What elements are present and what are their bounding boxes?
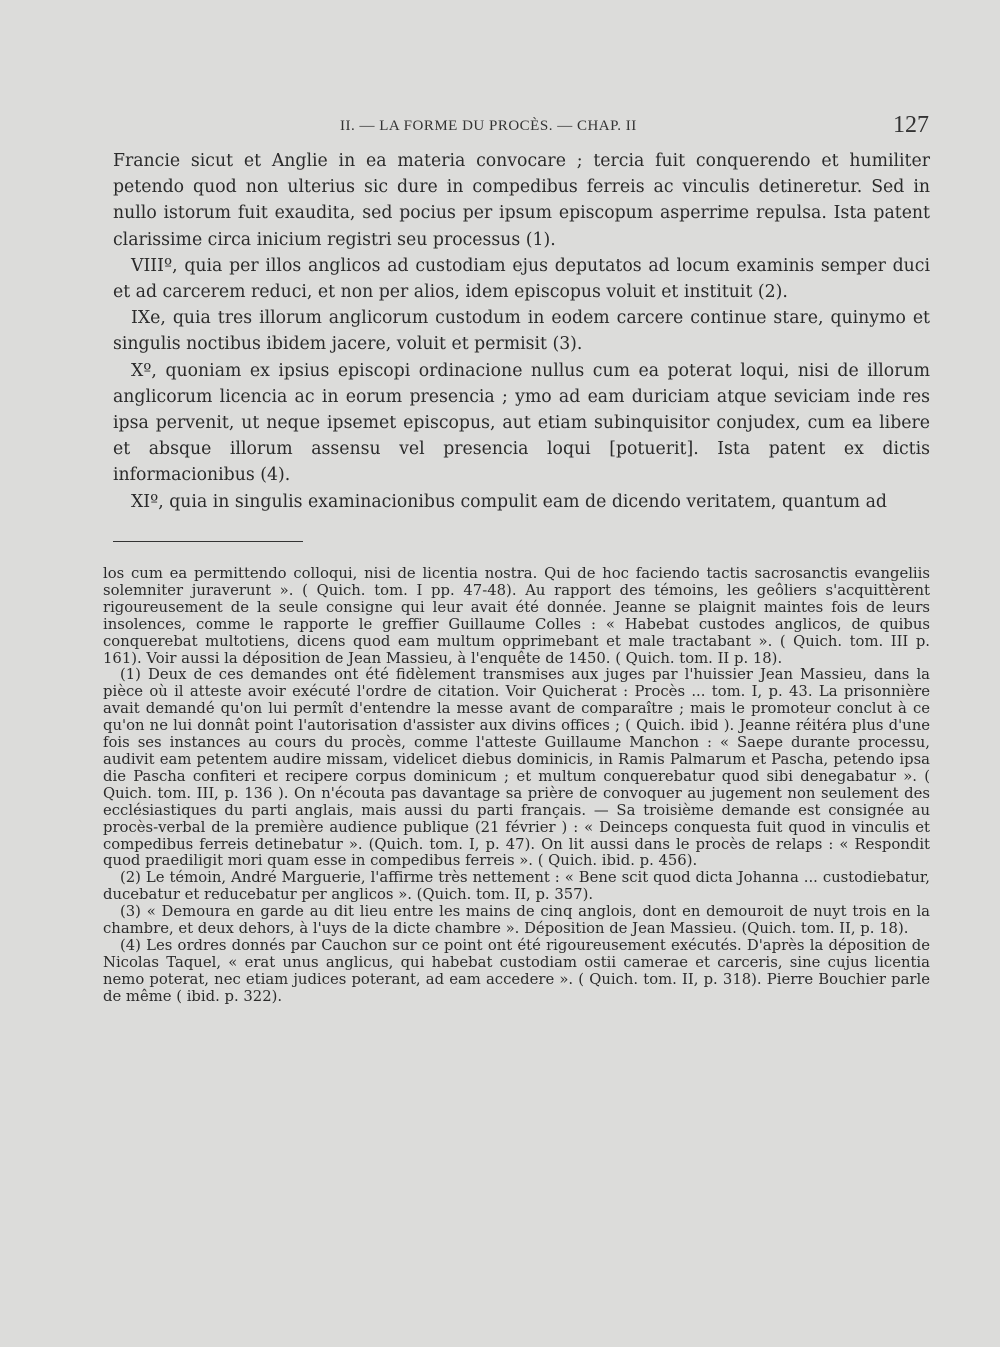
main-paragraph: XIº, quia in singulis examinacionibus compulit eam de dicendo veritatem, quantum ad [131,491,887,512]
page-number: 127 [893,112,929,138]
footnote-paragraph: (2) Le témoin, André Marguerie, l'affirme très nettement : « Bene scit quod dicta Johanna ... custodiebatur, ducebatur et reducebatur per anglicos ». (Quich. tom. II, p. 357). [103,869,930,904]
main-paragraph: VIIIº, quia per illos anglicos ad custodiam ejus deputatos ad locum examinis semper duci et ad carcerem reduci, et non per alios, idem episcopus voluit et instituit (2). [113,255,930,303]
running-head: II. — LA FORME DU PROCÈS. — CHAP. II [340,118,637,134]
footnote-paragraph: (3) « Demoura en garde au dit lieu entre les mains de cinq anglois, dont en demouroit de nuyt trois en la chambre, et deux dehors, à l'uys de la dicte chambre ». Déposition de Jean Massieu. (Quich. tom. II, p. 18). [103,903,930,938]
footnote-paragraph: (4) Les ordres donnés par Cauchon sur ce point ont été rigoureusement exécutés. D'après la déposition de Nicolas Taquel, « erat unus anglicus, qui habebat custodiam ostii camerae et carceris, sine cujus licentia nemo poterat, nec etiam judices poterant, ad eam accedere ». ( Quich. tom. II, p. 318). Pierre Bouchier parle de même ( ibid. p. 322). [103,936,930,1005]
footnote-separator [113,541,303,542]
footnotes [103,566,930,1006]
main-paragraph: Xº, quoniam ex ipsius episcopi ordinacione nullus cum ea poterat loqui, nisi de illorum anglicorum licencia ac in eorum presencia ; ymo ad eam duriciam atque seviciam inde res ipsa pervenit, ut neque ipsemet episcopus, aut etiam subinquisitor conjudex, cum ea libere et absque illorum assensu vel presencia loqui [potuerit]. Ista patent ex dictis informacionibus (4). [113,360,930,486]
footnote-paragraph: los cum ea permittendo colloqui, nisi de licentia nostra. Qui de hoc faciendo tactis sacrosanctis evangeliis solemniter juraverunt ». ( Quich. tom. I pp. 47-48). Au rapport des témoins, les geôliers s'acquittèrent rigoureusement de la seule consigne qui leur avait été donnée. Jeanne se plaignit maintes fois de leurs insolences, comme le rapporte le greffier Guillaume Colles : « Habebat custodes anglicos, de quibus conquerebat multotiens, dicens quod eam multum opprimebant et male tractabant ». ( Quich. tom. III p. 161). Voir aussi la déposition de Jean Massieu, à l'enquête de 1450. ( Quich. tom. II p. 18). [103,565,930,667]
main-paragraph: IXe, quia tres illorum anglicorum custodum in eodem carcere continue stare, quinymo et singulis noctibus ibidem jacere, voluit et permisit (3). [113,308,930,355]
footnote-paragraph: (1) Deux de ces demandes ont été fidèlement transmises aux juges par l'huissier Jean Massieu, dans la pièce où il atteste avoir exécuté l'ordre de citation. Voir Quicherat : Procès ... tom. I, p. 43. La prisonnière avait demandé qu'on lui permît d'entendre la messe avant de comparaître ; mais le promoteur conclut à ce qu'on ne lui donnât point l'autorisation d'assister aux divins offices ; ( Quich. ibid ). Jeanne réitéra plus d'une fois ses instances au cours du procès, comme l'atteste Guillaume Manchon : « Saepe durante processu, audivit eam petentem audire missam, videlicet diebus dominicis, in Ramis Palmarum et Pascha, petendo ipsa die Pascha confiteri et recipere corpus dominicum ; et multum conquerebatur quod sibi denegabatur ». ( Quich. tom. III, p. 136 ). On n'écouta pas davantage sa prière de convoquer au jugement non seulement des ecclésiastiques du parti anglais, mais aussi du parti français. — Sa troisième demande est consignée au procès-verbal de la première audience publique (21 février ) : « Deinceps conquesta fuit quod in vinculis et compedibus ferreis detinebatur ». (Quich. tom. I, p. 47). On lit aussi dans le procès de relaps : « Respondit quod praediligit mori quam esse in compedibus ferreis ». ( Quich. ibid. p. 456). [103,666,930,870]
main-paragraph: Francie sicut et Anglie in ea materia convocare ; tercia fuit conquerendo et humiliter petendo quod non ulterius sic dure in compedibus ferreis ac vinculis detineretur. Sed in nullo istorum fuit exaudita, sed pocius per ipsum episcopum asperrime repulsa. Ista patent clarissime circa inicium registri seu processus (1). [113,151,930,250]
main-text [113,148,930,515]
